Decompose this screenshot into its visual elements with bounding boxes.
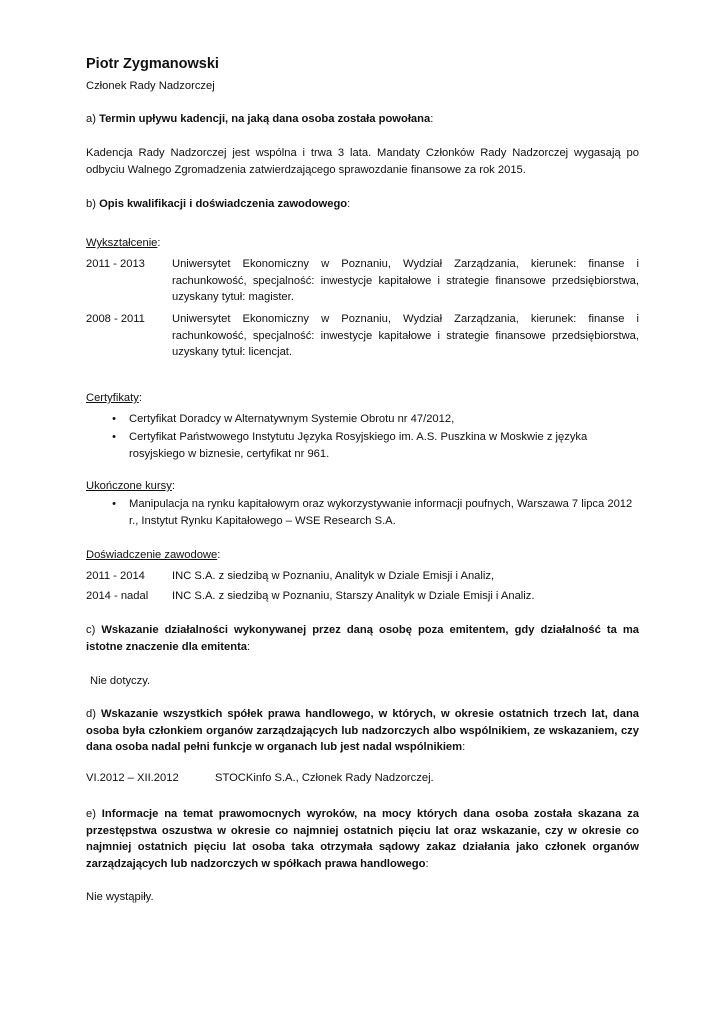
education-dates: 2008 - 2011 — [86, 313, 145, 325]
section-c-title: Wskazanie działalności wykonywanej przez daną osobę poza emitentem, gdy działalność ta ma istotne znaczenie dla emitenta — [86, 624, 639, 653]
section-d-title: Wskazanie wszystkich spółek prawa handlowego, w których, w okresie ostatnich trzech lat, dana osoba była członkiem organów zarządzających lub nadzorczych albo wspólnikiem, ze wskazaniem, czy dana osoba nadal pełni funkcje w organach lub jest nadal wspólnikiem — [86, 708, 639, 753]
course-text: Manipulacja na rynku kapitałowym oraz wykorzystywanie informacji poufnych, Warszawa 7 lipca 2012 r., Instytut Rynku Kapitałowego – WSE Research S.A. — [129, 498, 633, 527]
person-role: Członek Rady Nadzorczej — [86, 80, 215, 92]
education-heading: Wykształcenie: — [86, 237, 161, 249]
experience-text: INC S.A. z siedzibą w Poznaniu, Starszy Analityk w Dziale Emisji i Analiz. — [172, 590, 535, 602]
section-b-title: Opis kwalifikacji i doświadczenia zawodowego — [99, 198, 348, 210]
education-text: Uniwersytet Ekonomiczny w Poznaniu, Wydział Zarządzania, kierunek: finanse i rachunkowość, specjalność: inwestycje kapitałowe i strategie finansowe przedsiębiorstwa, uzyskany tytuł: licencjat. — [172, 313, 639, 358]
section-d-heading: d) Wskazanie wszystkich spółek prawa handlowego, w których, w okresie ostatnich trzech lat, dana osoba była członkiem organów zarządzających lub nadzorczych albo wspólnikiem, ze wskazaniem, czy dana osoba nadal pełni funkcje w organach lub jest nadal wspólnikiem: — [86, 708, 639, 753]
bullet-icon: • — [112, 498, 116, 510]
section-a-body: Kadencja Rady Nadzorczej jest wspólna i trwa 3 lata. Mandaty Członków Rady Nadzorczej wygasają po odbyciu Walnego Zgromadzenia zatwierdzającego sprawozdanie finansowe za rok 2015. — [86, 147, 639, 176]
experience-heading: Doświadczenie zawodowe: — [86, 549, 221, 561]
section-d-text: STOCKinfo S.A., Członek Rady Nadzorczej. — [215, 772, 434, 784]
experience-text: INC S.A. z siedzibą w Poznaniu, Analityk w Dziale Emisji i Analiz, — [172, 570, 495, 582]
person-name: Piotr Zygmanowski — [86, 56, 219, 72]
section-c-heading: c) Wskazanie działalności wykonywanej przez daną osobę poza emitentem, gdy działalność ta ma istotne znaczenie dla emitenta: — [86, 624, 639, 653]
experience-dates: 2011 - 2014 — [86, 570, 145, 582]
section-e-title: Informacje na temat prawomocnych wyroków, na mocy których dana osoba została skazana za przestępstwa oszustwa w okresie co najmniej ostatnich pięciu lat oraz wskazanie, czy w okresie co najmniej ostatnich pięciu lat osoba taka otrzymała sądowy zakaz działania jako członek organów zarządzających lub nadzorczych w spółkach prawa handlowego — [86, 808, 639, 870]
course-item — [86, 496, 639, 529]
bullet-icon: • — [112, 413, 116, 425]
certificate-text: Certyfikat Doradcy w Alternatywnym Systemie Obrotu nr 47/2012, — [129, 413, 455, 425]
certificate-item — [86, 411, 639, 428]
education-dates: 2011 - 2013 — [86, 258, 145, 270]
certificates-heading: Certyfikaty: — [86, 392, 142, 404]
education-entry — [86, 311, 639, 361]
section-a-heading: a) Termin upływu kadencji, na jaką dana osoba została powołana: — [86, 113, 434, 125]
section-c-body: Nie dotyczy. — [90, 675, 151, 687]
section-e-heading: e) Informacje na temat prawomocnych wyroków, na mocy których dana osoba została skazana za przestępstwa oszustwa w okresie co najmniej ostatnich pięciu lat oraz wskazanie, czy w okresie co najmniej ostatnich pięciu lat osoba taka otrzymała sądowy zakaz działania jako członek organów zarządzających lub nadzorczych w spółkach prawa handlowego: — [86, 808, 639, 870]
section-d-dates: VI.2012 – XII.2012 — [86, 772, 179, 784]
experience-entry — [86, 568, 639, 585]
section-a-title: Termin upływu kadencji, na jaką dana osoba została powołana — [99, 113, 431, 125]
experience-entry — [86, 588, 639, 605]
experience-dates: 2014 - nadal — [86, 590, 149, 602]
certificate-item — [86, 429, 639, 462]
section-b-heading: b) Opis kwalifikacji i doświadczenia zawodowego: — [86, 198, 351, 210]
section-d-entry — [86, 770, 639, 787]
education-text: Uniwersytet Ekonomiczny w Poznaniu, Wydział Zarządzania, kierunek: finanse i rachunkowość, specjalność: inwestycje kapitałowe i strategie finansowe przedsiębiorstwa, uzyskany tytuł: magister. — [172, 258, 639, 303]
certificate-text: Certyfikat Państwowego Instytutu Języka Rosyjskiego im. A.S. Puszkina w Moskwie z języka rosyjskiego w biznesie, certyfikat nr 961. — [129, 431, 588, 460]
courses-heading: Ukończone kursy: — [86, 480, 175, 492]
bullet-icon: • — [112, 431, 116, 443]
section-e-body: Nie wystąpiły. — [86, 891, 154, 903]
education-entry — [86, 256, 639, 306]
